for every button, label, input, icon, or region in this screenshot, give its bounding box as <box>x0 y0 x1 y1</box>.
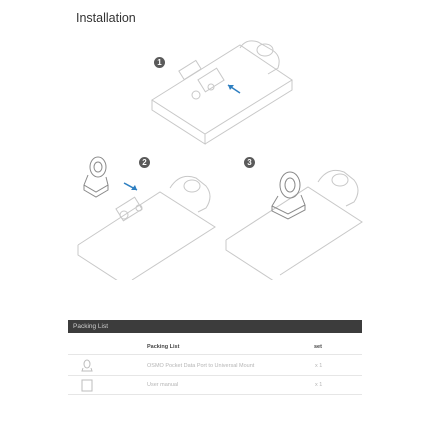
manual-icon <box>80 378 94 392</box>
header-divider <box>68 354 362 355</box>
packing-list-header-label: Packing List <box>73 323 109 330</box>
step-1-illustration <box>152 41 292 144</box>
page-title: Installation <box>76 11 136 25</box>
mount-adapter-icon <box>84 157 108 197</box>
column-header-qty: set <box>314 344 322 350</box>
item-name: User manual <box>147 382 179 388</box>
column-header-item: Packing List <box>147 344 180 350</box>
item-name: OSMO Pocket Data Port to Universal Mount <box>147 363 255 369</box>
attached-mount-icon <box>272 172 305 219</box>
step-3-illustration <box>226 170 362 280</box>
table-row <box>68 357 362 376</box>
mount-adapter-icon <box>80 359 94 373</box>
installation-diagram <box>0 40 432 280</box>
packing-list-header <box>68 320 362 333</box>
step-2-illustration <box>78 176 215 280</box>
step-2-badge: 2 <box>139 157 150 168</box>
step-1-badge: 1 <box>154 57 165 68</box>
item-qty: x 1 <box>315 382 323 388</box>
step-3-badge: 3 <box>244 157 255 168</box>
table-row <box>68 376 362 395</box>
item-qty: x 1 <box>315 363 323 369</box>
installation-steps <box>0 40 432 280</box>
